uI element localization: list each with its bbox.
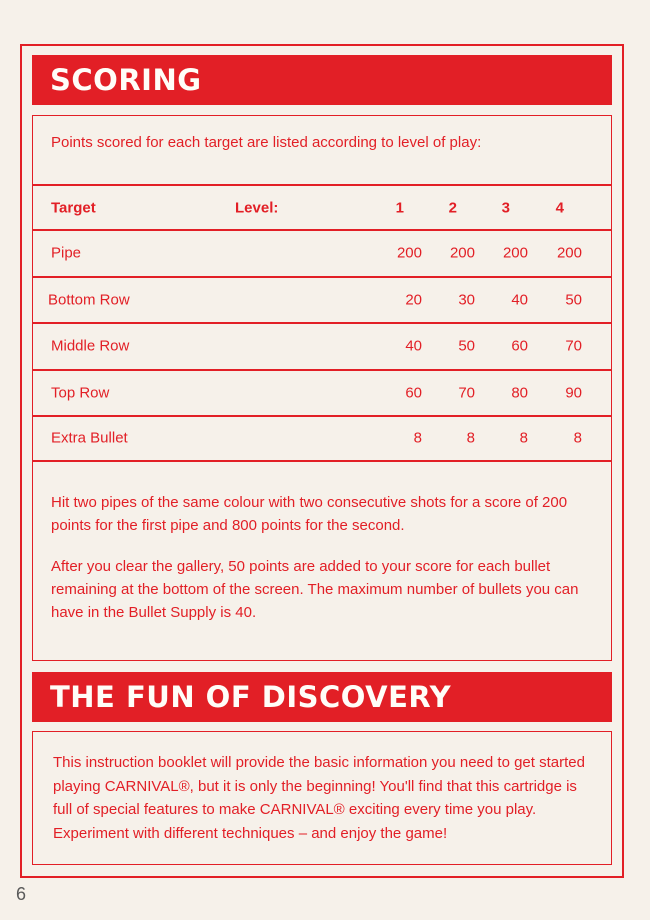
score-value: 50 bbox=[565, 291, 582, 309]
target-label: Bottom Row bbox=[48, 291, 130, 309]
score-value: 8 bbox=[413, 429, 422, 447]
discovery-text: This instruction booklet will provide the basic information you need to get started playing CARNIVAL®, but it is only the beginning! You'll find that this cartridge is full of special features to make CARNIVAL® exciting every time you play. Experiment with different techniques – and enjoy the game! bbox=[53, 754, 585, 842]
table-row bbox=[33, 230, 611, 276]
score-value: 40 bbox=[511, 291, 528, 309]
score-value: 8 bbox=[519, 429, 528, 447]
level-4-header: 4 bbox=[555, 199, 564, 217]
score-value: 200 bbox=[502, 244, 528, 262]
score-value: 30 bbox=[458, 291, 475, 309]
score-value: 50 bbox=[458, 337, 475, 355]
level-2-header: 2 bbox=[448, 199, 457, 217]
score-value: 200 bbox=[556, 244, 582, 262]
table-row bbox=[33, 323, 611, 369]
score-value: 60 bbox=[405, 384, 422, 402]
score-value: 90 bbox=[565, 384, 582, 402]
discovery-box bbox=[32, 731, 612, 865]
page-number: 6 bbox=[16, 884, 27, 904]
score-value: 80 bbox=[511, 384, 528, 402]
table-row bbox=[33, 277, 611, 323]
divider bbox=[33, 460, 611, 462]
level-3-header: 3 bbox=[501, 199, 510, 217]
level-1-header: 1 bbox=[395, 199, 404, 217]
score-value: 8 bbox=[573, 429, 582, 447]
table-row bbox=[33, 415, 611, 461]
discovery-banner: THE FUN OF DISCOVERY bbox=[32, 672, 612, 722]
score-value: 70 bbox=[458, 384, 475, 402]
score-value: 20 bbox=[405, 291, 422, 309]
score-value: 40 bbox=[405, 337, 422, 355]
pipe-bonus-paragraph: Hit two pipes of the same colour with two consecutive shots for a score of 200 points for the first pipe and 800 points for the second. bbox=[51, 494, 568, 534]
level-header: Level: bbox=[235, 199, 279, 217]
score-value: 60 bbox=[511, 337, 528, 355]
score-value: 200 bbox=[449, 244, 475, 262]
score-value: 8 bbox=[466, 429, 475, 447]
table-row bbox=[33, 370, 611, 416]
scoring-banner: SCORING bbox=[32, 55, 612, 105]
scoring-intro: Points scored for each target are listed according to level of play: bbox=[51, 134, 482, 151]
target-label: Pipe bbox=[51, 244, 82, 262]
score-value: 70 bbox=[565, 337, 582, 355]
bullet-bonus-paragraph: After you clear the gallery, 50 points are added to your score for each bullet remaining at the bottom of the screen. The maximum number of bullets you can have in the Bullet Supply is 40. bbox=[51, 558, 579, 621]
target-label: Middle Row bbox=[51, 337, 130, 355]
target-label: Extra Bullet bbox=[51, 429, 128, 447]
scoring-box bbox=[32, 115, 612, 661]
target-header: Target bbox=[51, 199, 96, 217]
score-value: 200 bbox=[396, 244, 422, 262]
table-header-row bbox=[33, 185, 611, 231]
target-label: Top Row bbox=[51, 384, 110, 402]
